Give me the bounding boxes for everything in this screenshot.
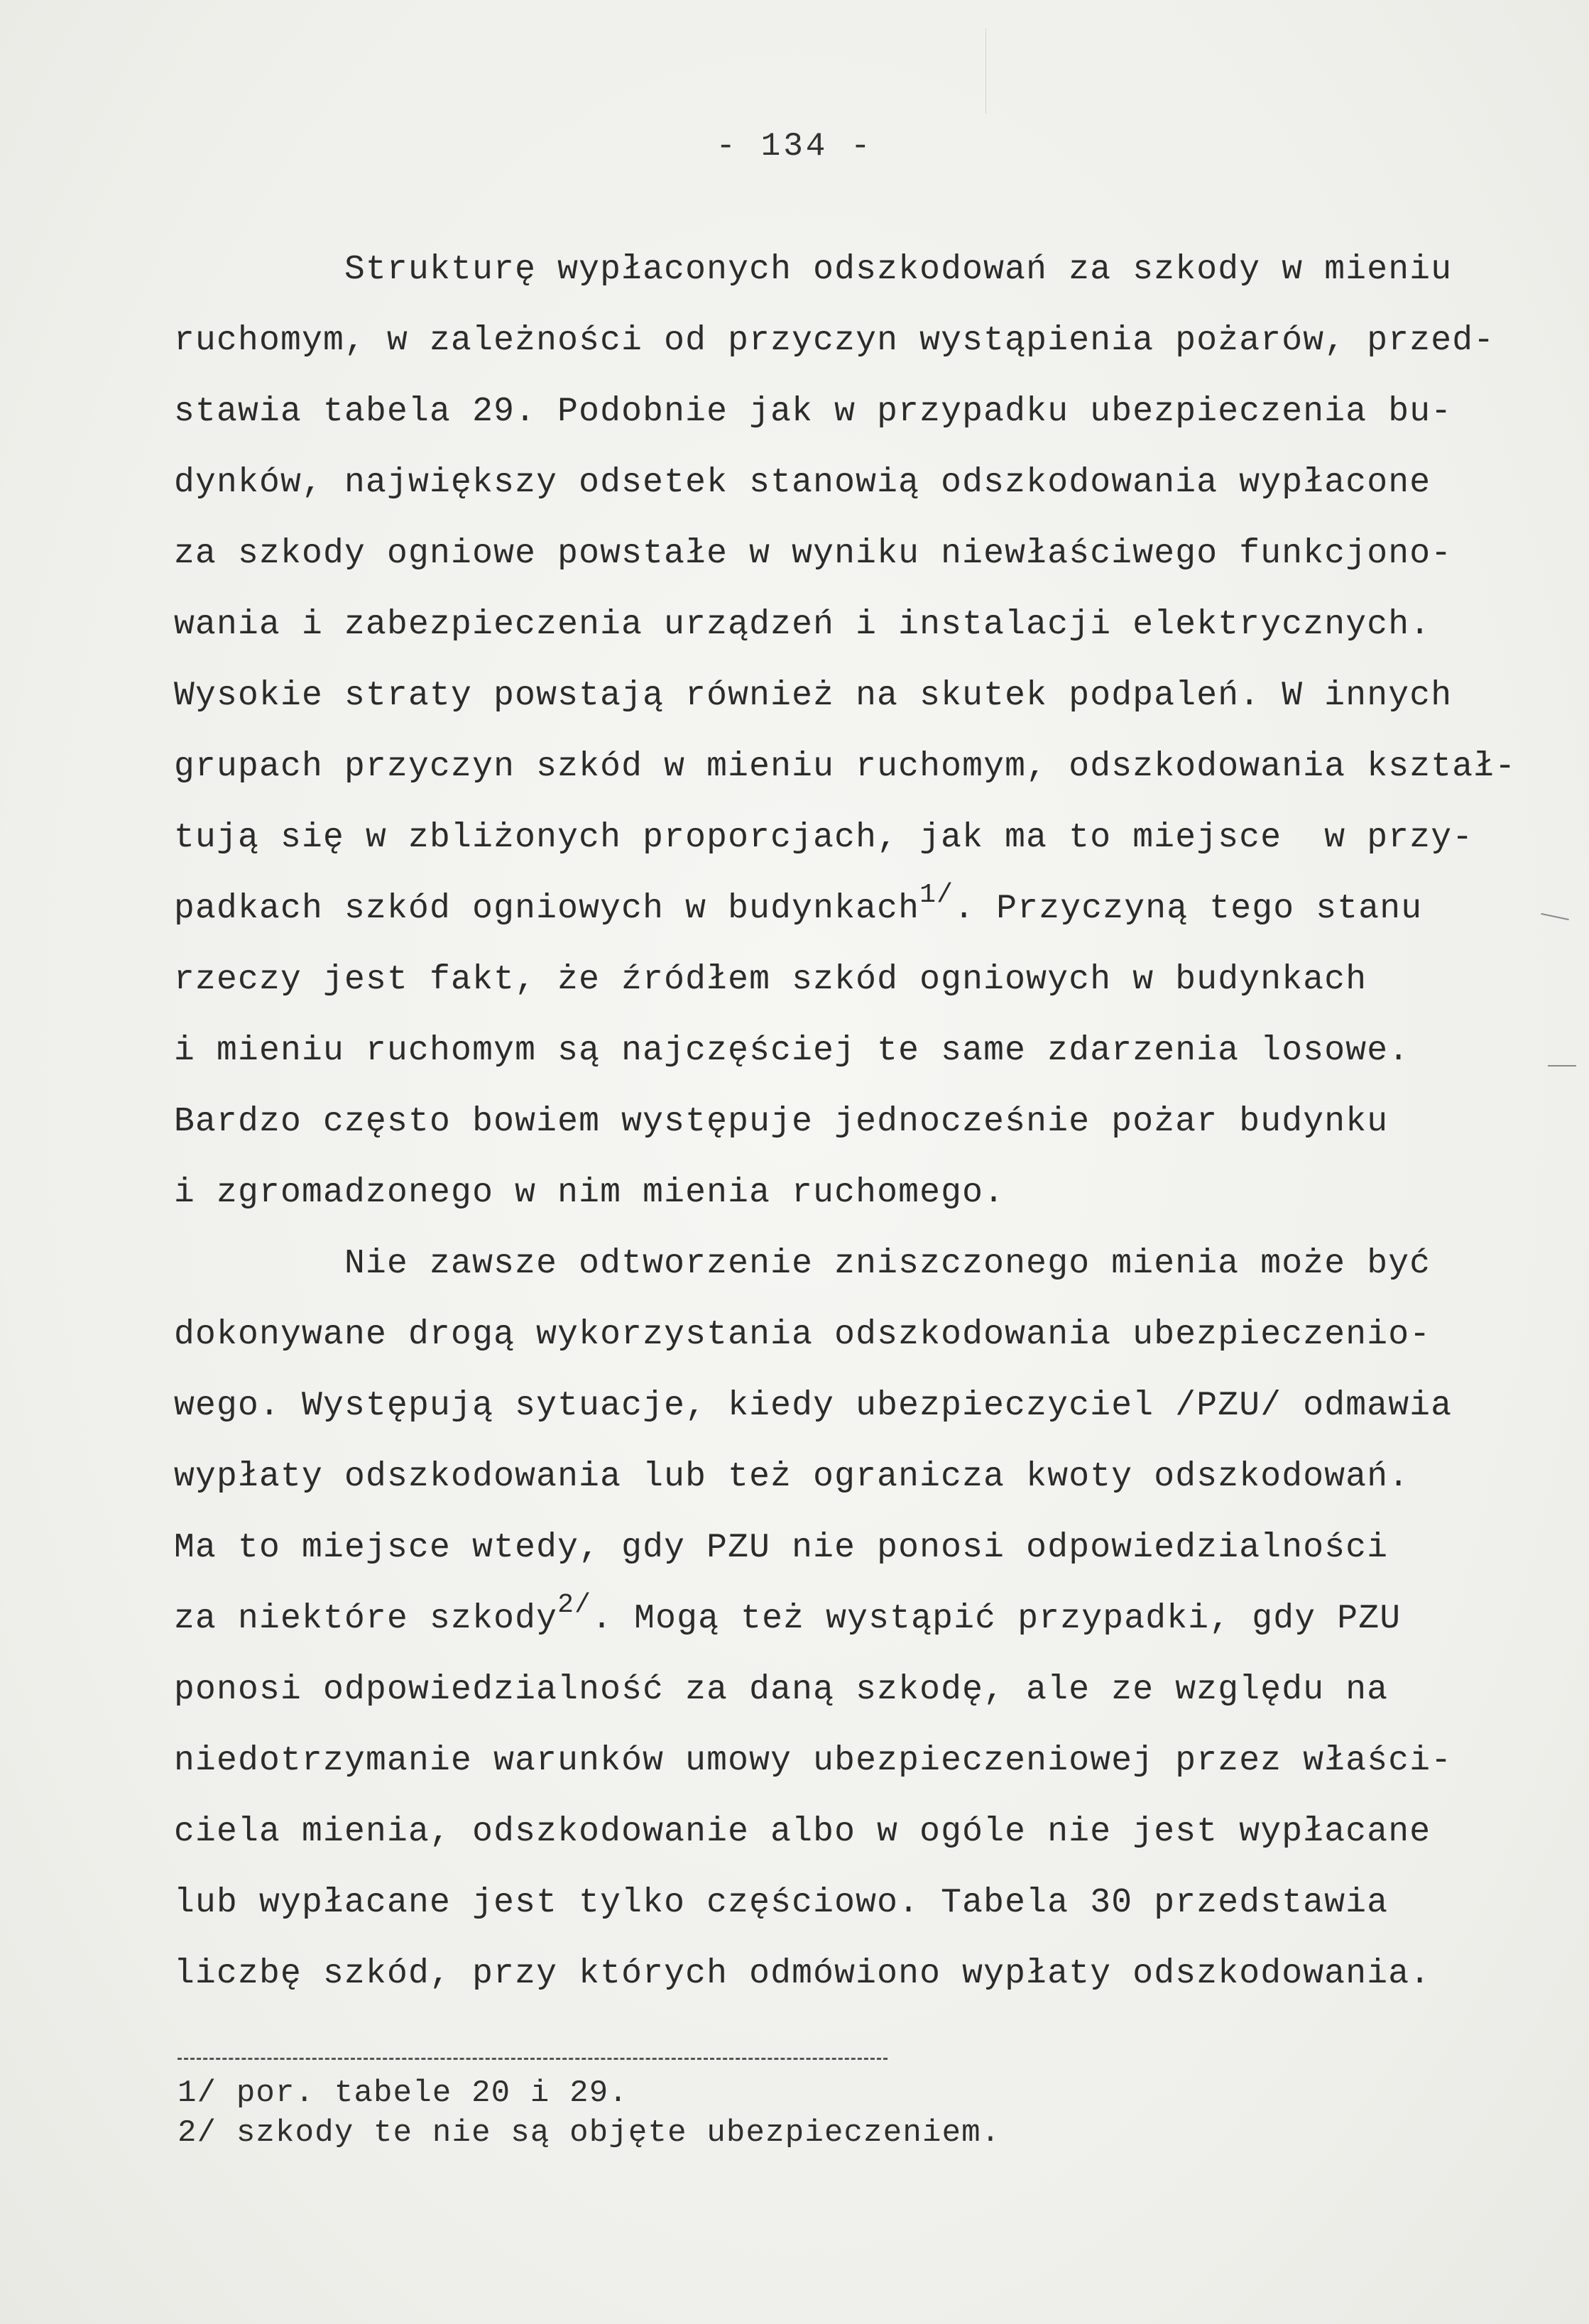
text-line: wypłaty odszkodowania lub też ogranicza kwoty odszkodowań. — [174, 1458, 1410, 1496]
text-line: liczbę szkód, przy których odmówiono wypłaty odszkodowania. — [174, 1955, 1431, 1993]
text-line: Nie zawsze odtworzenie zniszczonego mienia może być — [174, 1245, 1431, 1283]
footnote-2: 2/ szkody te nie są objęte ubezpieczeniem. — [178, 2115, 1001, 2151]
text-line: Ma to miejsce wtedy, gdy PZU nie ponosi odpowiedzialności — [174, 1529, 1389, 1567]
footnote-marker-2: 2/ — [557, 1590, 592, 1620]
footnote-marker-1: 1/ — [919, 880, 954, 910]
text-line: rzeczy jest fakt, że źródłem szkód ogniowych w budynkach — [174, 961, 1367, 999]
margin-mark — [1541, 913, 1569, 920]
footnote-separator — [178, 2058, 888, 2060]
text-line: Strukturę wypłaconych odszkodowań za szkody w mieniu — [174, 251, 1453, 289]
text-line: ruchomym, w zależności od przyczyn wystąpienia pożarów, przed- — [174, 322, 1495, 360]
text-line: i zgromadzonego w nim mienia ruchomego. — [174, 1174, 1005, 1212]
text-line: tują się w zbliżonych proporcjach, jak ma to miejsce w przy- — [174, 819, 1474, 857]
text-line: i mieniu ruchomym są najczęściej te same zdarzenia losowe. — [174, 1032, 1410, 1070]
text-line: niedotrzymanie warunków umowy ubezpieczeniowej przez właści- — [174, 1742, 1453, 1780]
text-line: Wysokie straty powstają również na skutek podpaleń. W innych — [174, 677, 1453, 715]
text-line: ciela mienia, odszkodowanie albo w ogóle nie jest wypłacane — [174, 1813, 1431, 1851]
margin-mark — [1548, 1065, 1576, 1066]
paper-crease — [985, 28, 986, 114]
text-segment: . Przyczyną tego stanu — [954, 890, 1423, 928]
text-segment: . Mogą też wystąpić przypadki, gdy PZU — [591, 1600, 1402, 1638]
text-line-with-footnote-1 — [174, 873, 1509, 944]
text-line: ponosi odpowiedzialność za daną szkodę, ale ze względu na — [174, 1671, 1389, 1709]
text-line: wego. Występują sytuacje, kiedy ubezpieczyciel /PZU/ odmawia — [174, 1387, 1453, 1425]
text-line: stawia tabela 29. Podobnie jak w przypadku ubezpieczenia bu- — [174, 393, 1453, 431]
text-segment: za niektóre szkody — [174, 1600, 558, 1638]
footnote-1: 1/ por. tabele 20 i 29. — [178, 2075, 628, 2111]
page-number: - 134 - — [716, 128, 873, 165]
text-segment: padkach szkód ogniowych w budynkach — [174, 890, 920, 928]
text-line: lub wypłacane jest tylko częściowo. Tabela 30 przedstawia — [174, 1884, 1389, 1922]
body-text — [174, 234, 1517, 2009]
text-line: grupach przyczyn szkód w mieniu ruchomym, odszkodowania kształ- — [174, 748, 1517, 786]
footnotes — [178, 2073, 1385, 2153]
text-line: wania i zabezpieczenia urządzeń i instalacji elektrycznych. — [174, 606, 1431, 644]
text-line-with-footnote-2 — [174, 1583, 1509, 1654]
text-line: za szkody ogniowe powstałe w wyniku niewłaściwego funkcjono- — [174, 535, 1453, 573]
text-line: Bardzo często bowiem występuje jednocześnie pożar budynku — [174, 1103, 1389, 1141]
text-line: dynków, największy odsetek stanowią odszkodowania wypłacone — [174, 464, 1431, 502]
text-line: dokonywane drogą wykorzystania odszkodowania ubezpieczenio- — [174, 1316, 1431, 1354]
